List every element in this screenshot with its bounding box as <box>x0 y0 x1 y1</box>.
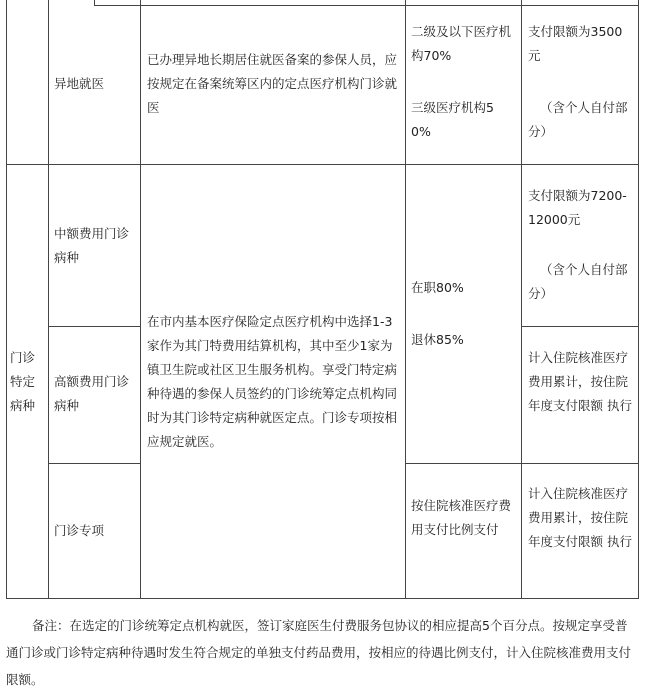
table-border-right <box>638 0 639 599</box>
row-line-after-high <box>48 463 140 464</box>
remote-treatment-label: 异地就医 <box>54 76 105 91</box>
medium-cost-limit-note: （含个人自付部分） <box>528 262 628 301</box>
high-cost-limit: 计入住院核准医疗费用累计，按住院年度支付限额 执行 <box>528 350 632 413</box>
row-line-after-high-col4 <box>405 463 639 464</box>
medium-cost-limit: 支付限额为7200-12000元 <box>528 188 627 227</box>
row-line-after-medium <box>48 326 140 327</box>
column-divider-4 <box>521 0 522 599</box>
remote-limit: 支付限额为3500元 <box>528 24 623 63</box>
row-line-after-medium-col5 <box>521 326 639 327</box>
row-line-after-remote <box>6 164 639 165</box>
remote-ratio-level3: 三级医疗机构50% <box>411 100 494 139</box>
outpatient-special-description: 在市内基本医疗保险定点医疗机构中选择1-3家作为其门特费用结算机构，其中至少1家为镇卫生院或社区卫生服务机构。享受门特定病种待遇的参保人员签约的门诊统筹定点机构同时为其门诊特定病种就医定点。门诊专项按相应规定就医。 <box>147 314 398 449</box>
column-divider-1 <box>48 0 49 599</box>
medium-cost-disease-label: 中额费用门诊病种 <box>54 226 130 265</box>
table-border-left <box>6 0 7 599</box>
remote-ratio-level2: 二级及以下医疗机构70% <box>411 24 512 63</box>
outpatient-special-item-label: 门诊专项 <box>54 523 105 538</box>
column-divider-3 <box>405 0 406 599</box>
outpatient-special-disease-label: 门诊特定病种 <box>10 350 36 413</box>
table-border-bottom <box>6 598 639 599</box>
remote-limit-note: （含个人自付部分） <box>528 100 628 139</box>
ratio-employed: 在职80% <box>411 280 464 295</box>
special-item-limit: 计入住院核准医疗费用累计，按住院年度支付限额 执行 <box>528 486 632 549</box>
column-divider-2 <box>140 0 141 599</box>
ratio-retired: 退休85% <box>411 332 464 347</box>
remote-treatment-description: 已办理异地长期居住就医备案的参保人员，应按规定在备案统筹区内的定点医疗机构门诊就医 <box>147 52 398 115</box>
footnote: 备注：在选定的门诊统筹定点机构就医，签订家庭医生付费服务包协议的相应提高5个百分点。按规定享受普通门诊或门诊特定病种待遇时发生符合规定的单独支付药品费用，按相应的待遇比例支付，计入住院核准费用支付限额。 <box>6 618 632 687</box>
special-item-ratio: 按住院核准医疗费用支付比例支付 <box>411 498 512 537</box>
row-line-top <box>94 5 639 6</box>
high-cost-disease-label: 高额费用门诊病种 <box>54 374 130 413</box>
